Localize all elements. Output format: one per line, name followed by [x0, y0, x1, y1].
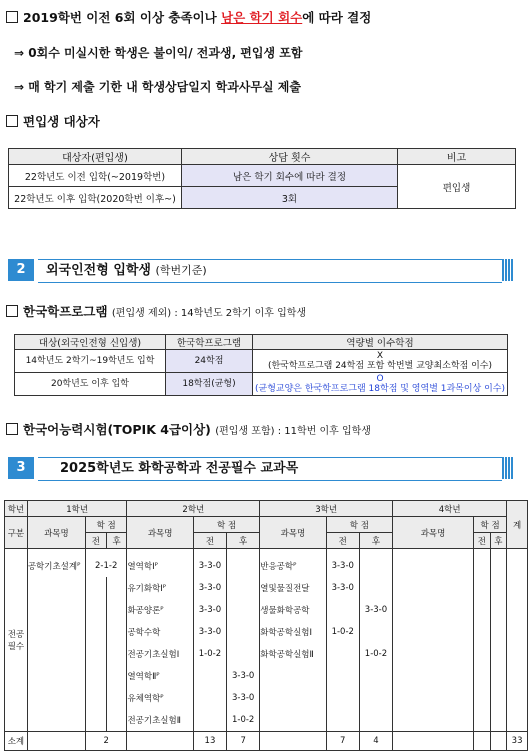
table-row: 22학년도 이전 입학(~2019학번) 남은 학기 회수에 따라 결정 편입생: [9, 165, 516, 187]
section-number: 3: [8, 457, 34, 479]
table-row: 14학년도 2학기~19학년도 입학 24학점 X (한국학프로그램 24학점 포함 학번별 교양최소학점 이수): [15, 350, 508, 373]
section-number: 2: [8, 259, 34, 281]
curriculum-table: 학년 1학년 2학년 3학년 4학년 계 구분 과목명 학 점 과목명 학 점 과목명 학 점 과목명 학 점 전 후 전 후 전 후 전 후 전공 필수 공학기초설계ᴾ 2-1-2 열역학Ⅰᴾ 3-3-0 반응공학ᴾ 3-3-0 유기화학Ⅰᴾ 3-3-0 열및물질전달 3-3-0 화공양론ᴾ 3-3-0 생물화학공학 3-3-0 공학수학 3-3-0 화학공학실험Ⅰ 1-0-2 전공기초실험Ⅰ 1-0-2 화학공학실험Ⅱ 1-0-2 열역학Ⅱᴾ 3-3-0 유체역학ᴾ 3-3-0 전공기초실험Ⅱ 1-0-2 소계 2 13 7 7 4 33: [4, 500, 528, 751]
arrow-icon: ⇒: [14, 80, 25, 94]
table-row: 20학년도 이후 입학 18학점(균형) O (균형교양은 한국학프로그램 18학점 및 영역별 1과목이상 이수): [15, 373, 508, 396]
korean-program-table: 대상(외국인전형 신입생) 한국학프로그램 역량별 이수학점 14학년도 2학기~19학년도 입학 24학점 X (한국학프로그램 24학점 포함 학번별 교양최소학점 이수) 20학년도 이후 입학 18학점(균형) O (균형교양은 한국학프로그램 18학점 및 영역별 1과목이상 이수): [14, 334, 508, 396]
table-row: 화공양론ᴾ 3-3-0 생물화학공학 3-3-0: [5, 599, 528, 621]
header-count: 상담 횟수: [182, 149, 398, 165]
note-cell: 편입생: [398, 165, 516, 209]
table-row: 전공 필수 공학기초설계ᴾ 2-1-2 열역학Ⅰᴾ 3-3-0 반응공학ᴾ 3-3-0: [5, 549, 528, 578]
bullet-submit: ⇒ 매 학기 제출 기한 내 학생상담일지 학과사무실 제출: [14, 80, 301, 94]
checkbox-icon: [6, 11, 18, 23]
stripe-decoration: [502, 259, 514, 281]
curriculum-body: [5, 549, 528, 732]
checkbox-icon: [6, 423, 18, 435]
section-2-banner: [8, 259, 514, 281]
highlight-remaining-semesters: 남은 학기 회수: [221, 10, 303, 25]
table-row: 유체역학ᴾ 3-3-0: [5, 687, 528, 709]
heading-transfer: 편입생 대상자: [6, 112, 100, 130]
header-note: 비고: [398, 149, 516, 165]
bullet-penalty: ⇒ 0회수 미실시한 학생은 불이익/ 전과생, 편입생 포함: [14, 46, 303, 60]
transfer-table: [8, 148, 516, 209]
line-required-count: 2019학번 이전 6회 이상 충족이나 남은 학기 회수에 따라 결정: [6, 8, 371, 26]
table-row: 유기화학Ⅰᴾ 3-3-0 열및물질전달 3-3-0: [5, 577, 528, 599]
division-cell: 전공 필수: [5, 549, 28, 732]
table-row: 열역학Ⅱᴾ 3-3-0: [5, 665, 528, 687]
heading-korean-program: 한국학프로그램 (편입생 제외) : 14학년도 2학기 이후 입학생: [6, 302, 306, 320]
section-3-banner: [8, 457, 514, 479]
heading-topik: 한국어능력시험(TOPIK 4급이상) (편입생 포함) : 11학번 이후 입학생: [6, 420, 371, 438]
stripe-decoration: [502, 457, 514, 479]
checkbox-icon: [6, 115, 18, 127]
arrow-icon: ⇒: [14, 46, 25, 60]
table-row: 22학년도 이후 입학(2020학번 이후~) 3회: [9, 187, 516, 209]
checkbox-icon: [6, 305, 18, 317]
section-title: 2025학년도 화학공학과 전공필수 교과목: [38, 457, 502, 481]
subtotal-row: 소계 2 13 7 7 4 33: [5, 732, 528, 751]
header-target: 대상자(편입생): [9, 149, 182, 165]
table-row: 전공기초실험Ⅱ 1-0-2: [5, 709, 528, 732]
table-row: 공학수학 3-3-0 화학공학실험Ⅰ 1-0-2: [5, 621, 528, 643]
table-row: 전공기초실험Ⅰ 1-0-2 화학공학실험Ⅱ 1-0-2: [5, 643, 528, 665]
section-title: 외국인전형 입학생 (학번기준): [38, 259, 502, 283]
